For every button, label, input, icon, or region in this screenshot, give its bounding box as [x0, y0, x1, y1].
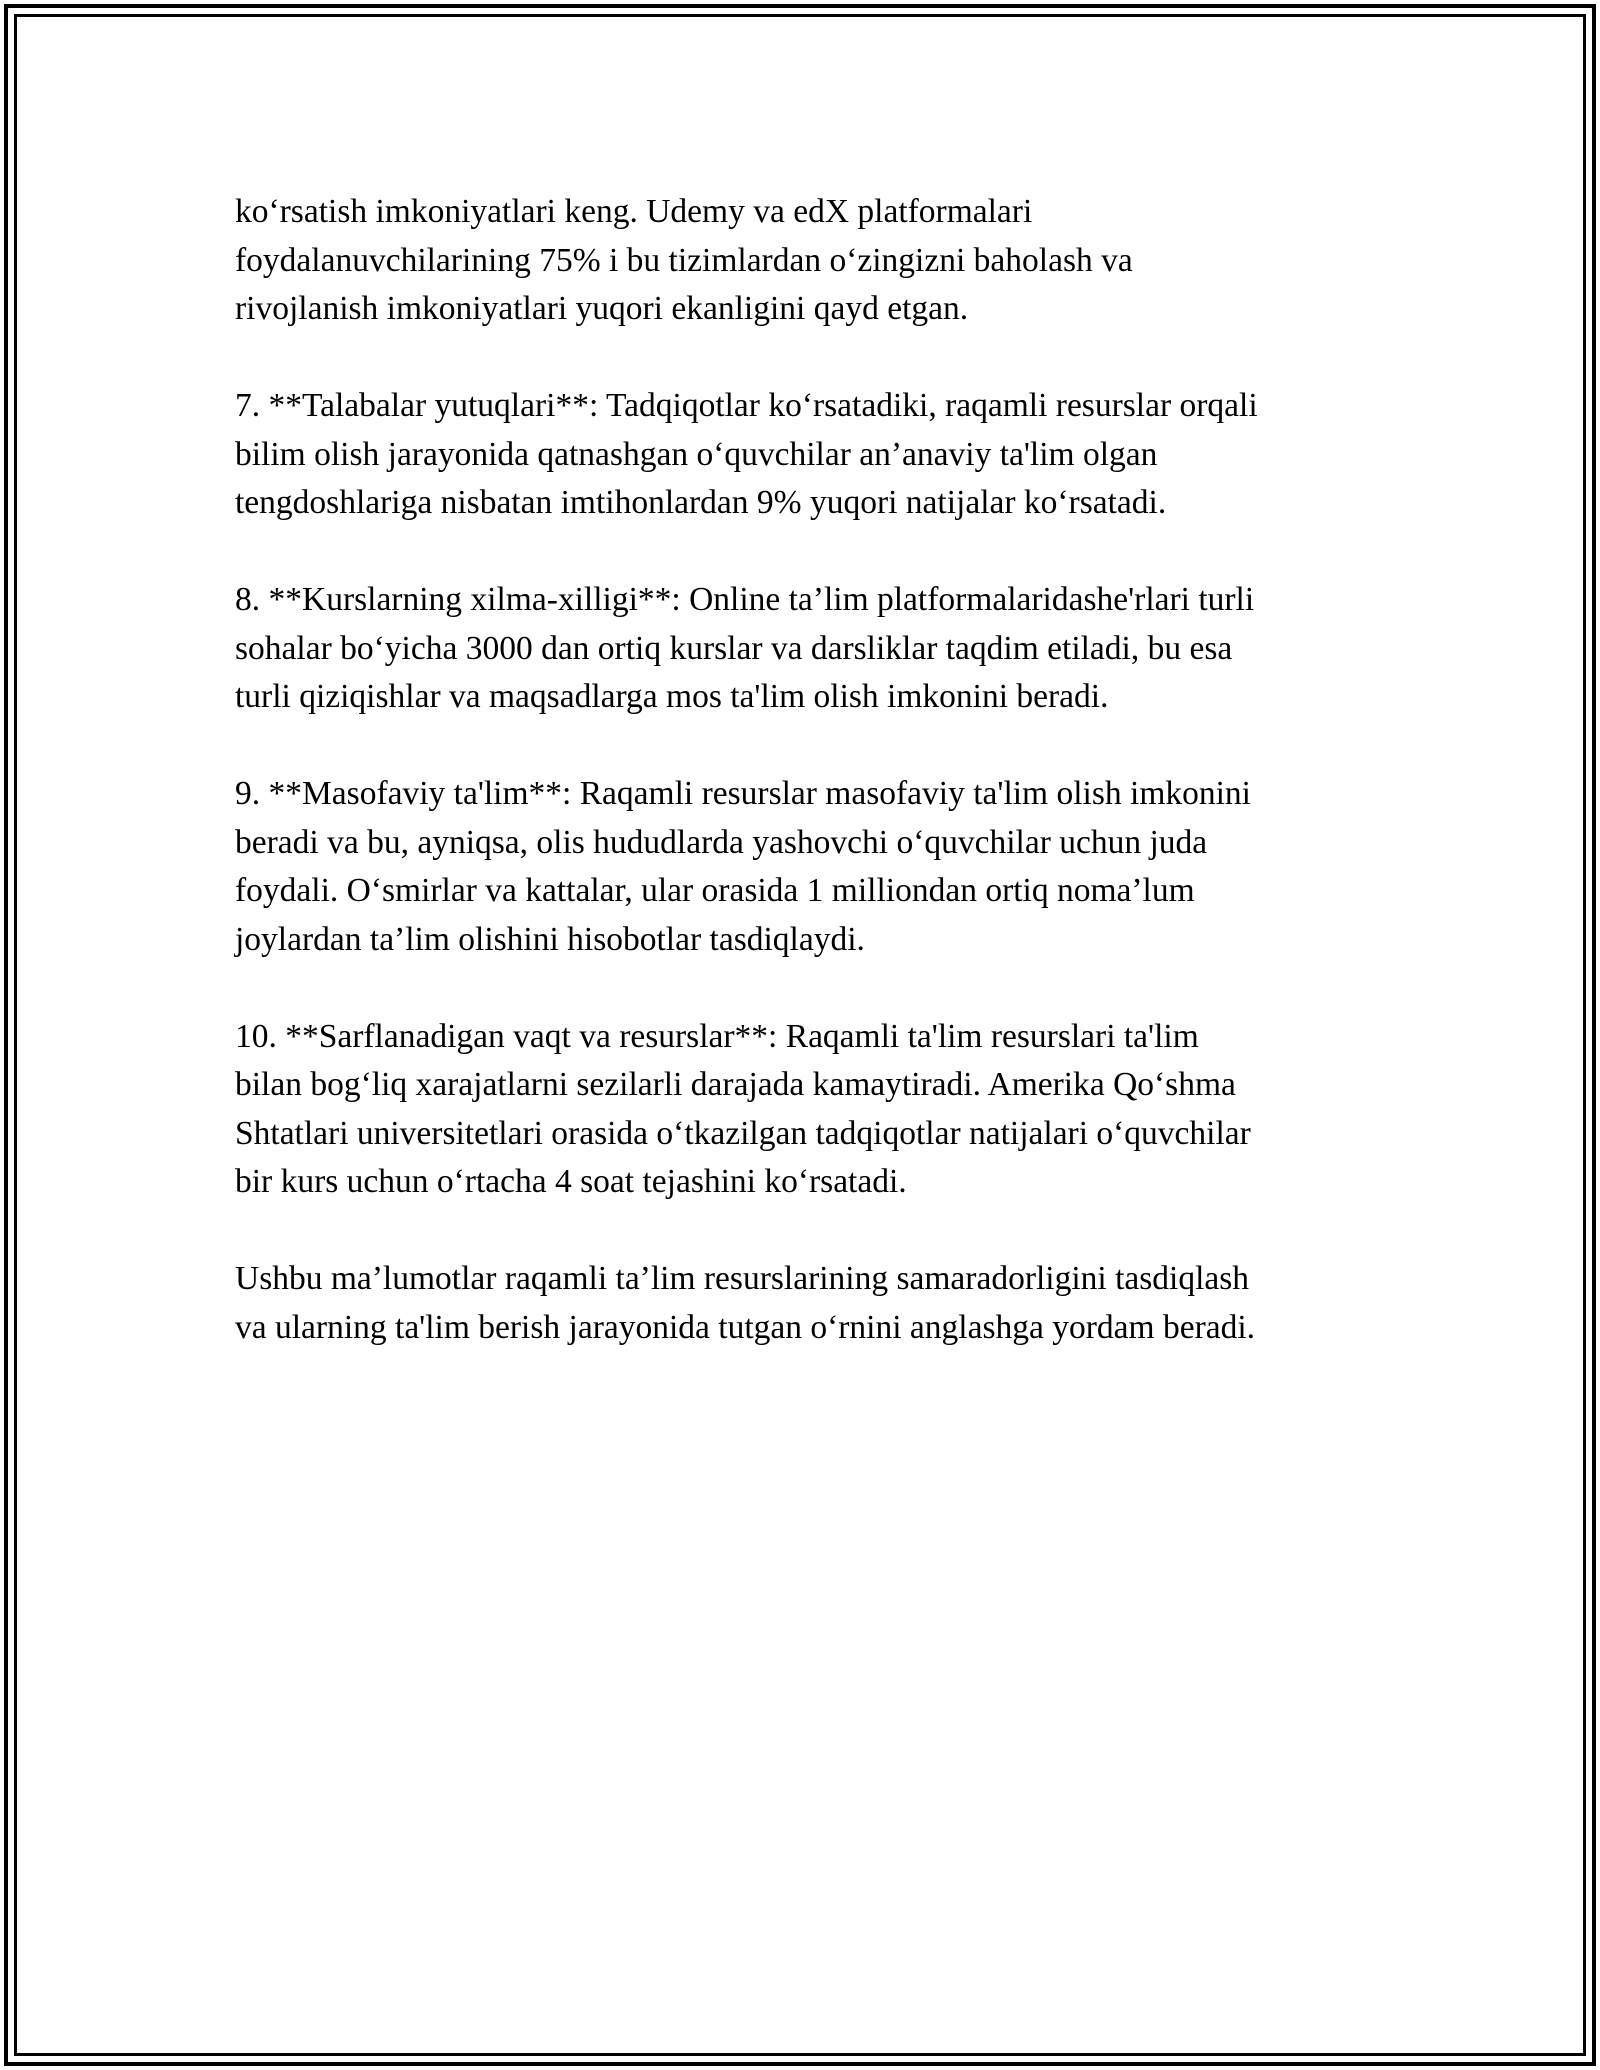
text-line: va ularning ta'lim berish jarayonida tutgan o‘rnini anglashga yordam beradi. [235, 1308, 1256, 1346]
paragraph-conclusion [235, 1255, 1385, 1352]
paragraph-item-10 [235, 1013, 1385, 1207]
text-line: 8. **Kurslarning xilma-xilligi**: Online ta’lim platformalaridashe'rlari turli [235, 581, 1255, 618]
text-line: 10. **Sarflanadigan vaqt va resurslar**: Raqamli ta'lim resurslari ta'lim [235, 1017, 1199, 1055]
text-line: turli qiziqishlar va maqsadlarga mos ta'lim olish imkonini beradi. [235, 678, 1109, 715]
text-line: bilan bog‘liq xarajatlarni sezilarli darajada kamaytiradi. Amerika Qo‘shma [235, 1066, 1236, 1103]
paragraph-intro-continuation [235, 188, 1385, 334]
text-line: 9. **Masofaviy ta'lim**: Raqamli resurslar masofaviy ta'lim olish imkonini [235, 775, 1251, 812]
text-line: Shtatlari universitetlari orasida o‘tkazilgan tadqiqotlar natijalari o‘quvchilar [235, 1114, 1251, 1152]
paragraph-item-9 [235, 770, 1385, 964]
text-line: bilim olish jarayonida qatnashgan o‘quvchilar an’anaviy ta'lim olgan [235, 435, 1158, 473]
text-line: Ushbu ma’lumotlar raqamli ta’lim resurslarining samaradorligini tasdiqlash [235, 1260, 1250, 1297]
text-line: foydali. O‘smirlar va kattalar, ular orasida 1 milliondan ortiq noma’lum [235, 872, 1195, 909]
text-line: joylardan ta’lim olishini hisobotlar tasdiqlaydi. [235, 920, 865, 958]
text-line: beradi va bu, ayniqsa, olis hududlarda yashovchi o‘quvchilar uchun juda [235, 823, 1208, 861]
text-line: 7. **Talabalar yutuqlari**: Tadqiqotlar ko‘rsatadiki, raqamli resurslar orqali [235, 387, 1258, 424]
text-line: bir kurs uchun o‘rtacha 4 soat tejashini ko‘rsatadi. [235, 1163, 907, 1200]
text-line: ko‘rsatish imkoniyatlari keng. Udemy va edX platformalari [235, 193, 1033, 230]
paragraph-item-7 [235, 382, 1385, 528]
text-line: foydalanuvchilarining 75% i bu tizimlardan o‘zingizni baholash va [235, 241, 1133, 279]
text-line: tengdoshlariga nisbatan imtihonlardan 9% yuqori natijalar ko‘rsatadi. [235, 484, 1167, 521]
text-line: rivojlanish imkoniyatlari yuqori ekanligini qayd etgan. [235, 290, 969, 327]
paragraph-item-8 [235, 576, 1385, 722]
text-line: sohalar bo‘yicha 3000 dan ortiq kurslar va darsliklar taqdim etiladi, bu esa [235, 629, 1233, 667]
document-body [235, 188, 1385, 1401]
